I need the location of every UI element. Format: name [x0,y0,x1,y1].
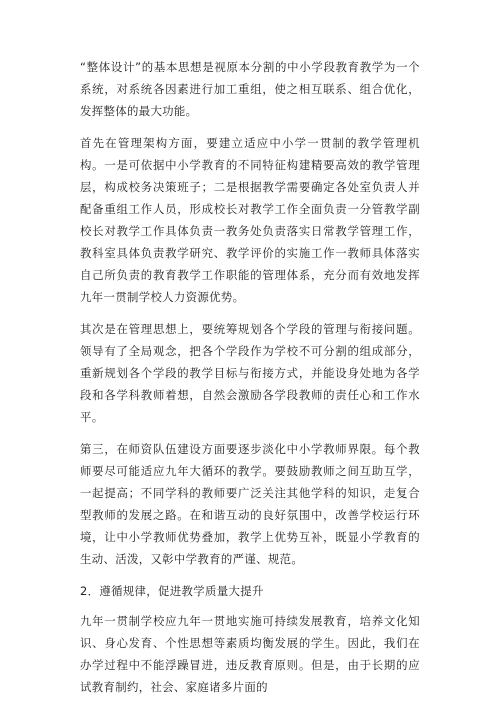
section-heading: 2．遵循规律，促进教学质量大提升 [80,584,264,598]
paragraph-management-structure: 首先在管理架构方面，要建立适应中小学一贯制的教学管理机构。一是可依据中小学教育的不同特征构建精要高效的教学管理层，构成校务决策班子；二是根据教学需要确定各处室负责人并配备重组工作人员，形成校长对教学工作全面负责一分管教学副校长对教学工作具体负责一教务处负责落实日常教学管理工作，教科室具体负责教学研究、教学评价的实施工作一教师具体落实自己所负责的教育教学工作职能的管理体系，充分而有效地发挥九年一贯制学校人力资源优势。 [80,136,420,304]
paragraph-teacher-team: 第三，在师资队伍建设方面要逐步淡化中小学教师界限。每个教师要尽可能适应九年大循环的教学。要鼓励教师之间互助互学，一起提高；不同学科的教师要广泛关注其他学科的知识，走复合型教师的发展之路。在和谐互动的良好氛围中，改善学校运行环境，让中小学教师优势叠加，教学上优势互补，既显小学教育的生动、活泼，又彰中学教育的严谨、规范。 [80,442,420,566]
paragraph-nine-year: 九年一贯制学校应九年一贯地实施可持续发展教育，培养文化知识、身心发育、个性思想等素质均衡发展的学生。因此，我们在办学过程中不能浮躁冒进，违反教育原则。但是，由于长期的应试教育制约，社会、家庭诸多片面的 [80,614,420,694]
paragraph-intro: “整体设计”的基本思想是视原本分割的中小学段教育教学为一个系统，对系统各因素进行加工重组，使之相互联系、组合优化，发挥整体的最大功能。 [80,60,420,118]
paragraph-management-thinking: 其次是在管理思想上，要统筹规划各个学段的管理与衔接问题。领导有了全局观念，把各个学段作为学校不可分割的组成部分，重新规划各个学段的教学目标与衔接方式，并能设身处地为各学段和各学科教师着想，自然会激励各学段教师的责任心和工作水平。 [80,322,420,424]
